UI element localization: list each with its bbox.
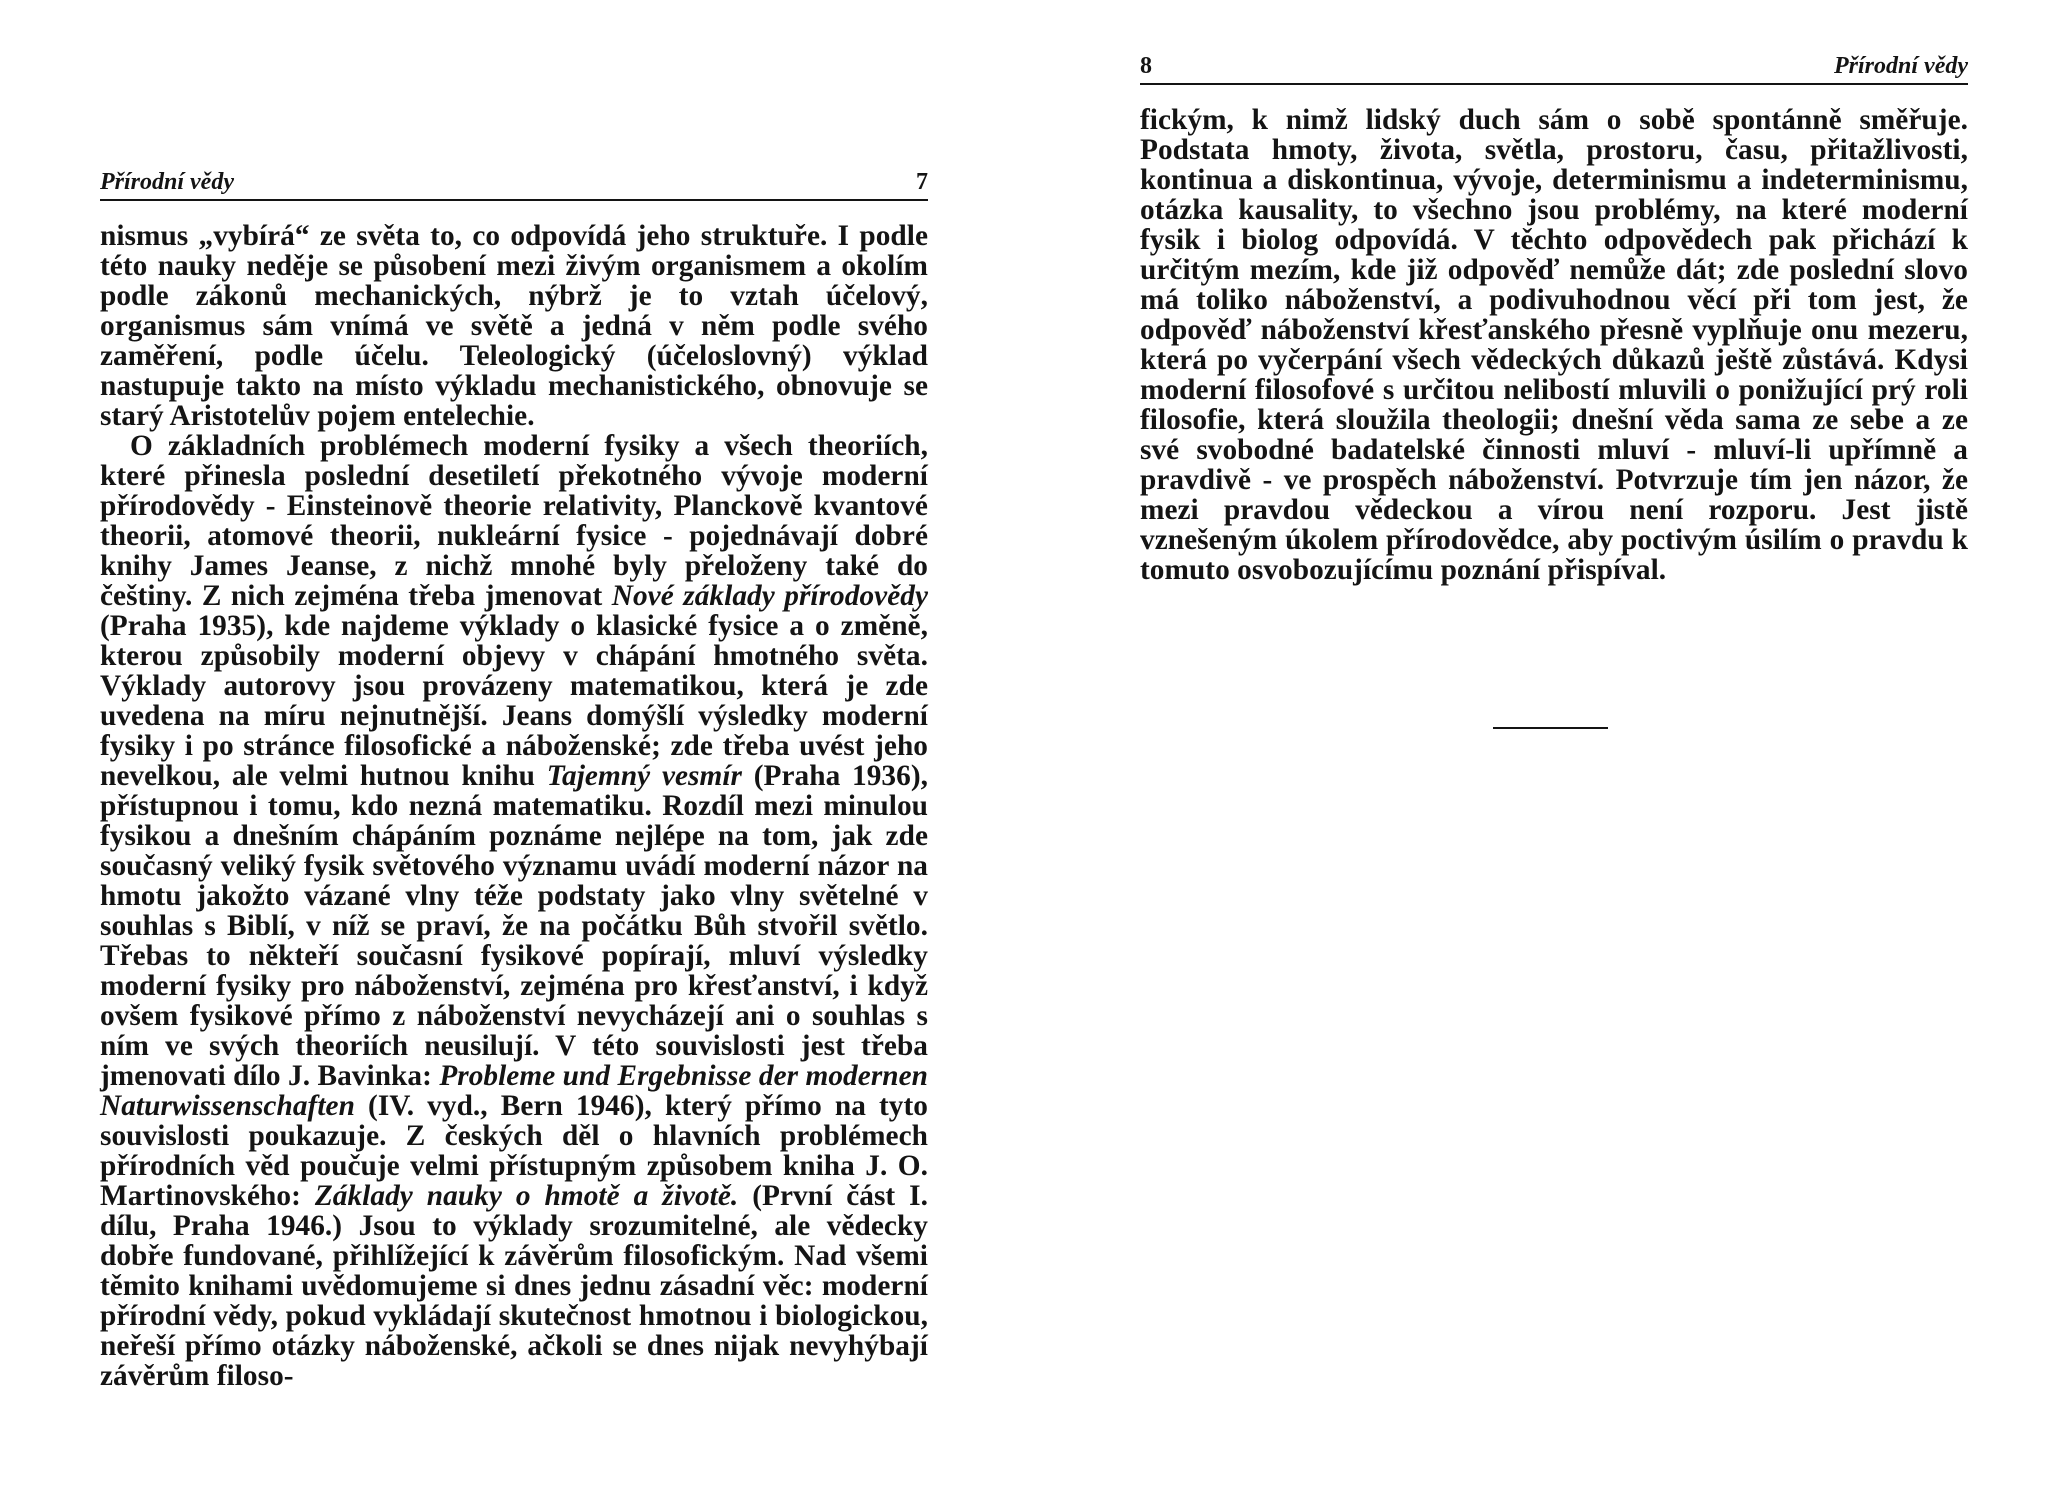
running-title: Přírodní vědy [1834,53,1968,79]
book-title: Základy nauky o hmotě a životě. [314,1180,739,1212]
right-page-header [1140,52,1968,85]
paragraph: nismus „vybírá“ ze světa to, co odpovídá jeho struktuře. I podle této nauky neděje se působení mezi živým organismem a okolím podle zákonů mechanických, nýbrž je to vztah účelový, organismus sám vnímá ve světě a jedná v něm podle svého zaměření, podle účelu. Teleologický (účeloslovný) výklad nastupuje takto na místo výkladu mechanistického, obnovuje se starý Aristotelův pojem entelechie. [100,220,928,432]
section-end-rule [1493,727,1608,729]
text-run: (První část I. dílu, Praha 1946.) Jsou to výklady srozumitelné, ale vědecky dobře fundované, přihlížející k závěrům filosofickým. Nad všemi těmito knihami uvědomujeme si dnes jednu zásadní věc: moderní přírodní vědy, pokud vykládají skutečnost hmotnou i biologickou, neřeší přímo otázky náboženské, ačkoli se dnes nijak nevyhýbají závěrům filoso- [100,1180,928,1392]
right-page [1140,52,1968,585]
running-title: Přírodní vědy [100,169,234,195]
book-title: Probleme und Ergebnisse der modernen Naturwissenschaften [100,1060,929,1122]
page-number: 8 [1140,53,1152,79]
page-number: 7 [916,169,928,195]
book-title: Nové základy přírodovědy [611,580,928,612]
text-run: (IV. vyd., Bern 1946), který přímo na tyto souvislosti poukazuje. Z českých děl o hlavních problémech přírodních věd poučuje velmi přístupným způsobem kniha J. O. Martinovského: [100,1090,929,1212]
book-title: Tajemný vesmír [546,760,742,792]
left-page-header [100,168,928,201]
right-page-body [1140,105,1968,585]
text-run: (Praha 1935), kde najdeme výklady o klasické fysice a o změně, kterou způsobily moderní objevy v chápání hmotného světa. Výklady autorovy jsou provázeny matematikou, která je zde uvedena na míru nejnutnější. Jeans domýšlí výsledky moderní fysiky i po stránce filosofické a náboženské; zde třeba uvést jeho nevelkou, ale velmi hutnou knihu [100,610,928,792]
left-page [100,168,928,1391]
left-page-body [100,221,928,1391]
paragraph [100,431,928,1391]
text-run: O základních problémech moderní fysiky a všech theoriích, které přinesla poslední desetiletí překotného vývoje moderní přírodovědy - Einsteinově theorie relativity, Planckově kvantové theorii, atomové theorii, nukleární fysice - pojednávají dobré knihy James Jeanse, z nichž mnohé byly přeloženy také do češtiny. Z nich zejména třeba jmenovat [100,430,928,612]
text-run: (Praha 1936), přístupnou i tomu, kdo nezná matematiku. Rozdíl mezi minulou fysikou a dnešním chápáním poznáme nejlépe na tom, jak zde současný veliký fysik světového významu uvádí moderní názor na hmotu jakožto vázané vlny téže podstaty jako vlny světelné v souhlas s Biblí, v níž se praví, že na počátku Bůh stvořil světlo. Třebas to někteří současní fysikové popírají, mluví výsledky moderní fysiky pro náboženství, zejména pro křesťanství, i když ovšem fysikové přímo z náboženství nevycházejí ani o souhlas s ním ve svých theoriích neusilují. V této souvislosti jest třeba jmenovati dílo J. Bavinka: [100,760,929,1092]
paragraph: fickým, k nimž lidský duch sám o sobě spontánně směřuje. Podstata hmoty, života, světla, prostoru, času, přitažlivosti, kontinua a diskontinua, vývoje, determinismu a indeterminismu, otázka kausality, to všechno jsou problémy, na které moderní fysik i biolog odpovídá. V těchto odpovědech pak přichází k určitým mezím, kde již odpověď nemůže dát; zde poslední slovo má toliko náboženství, a podivuhodnou věcí při tom jest, že odpověď náboženství křesťanského přesně vyplňuje onu mezeru, která po vyčerpání všech vědeckých důkazů ještě zůstává. Kdysi moderní filosofové s určitou nelibostí mluvili o ponižující prý roli filosofie, která sloužila theologii; dnešní věda sama ze sebe a ze své svobodné badatelské činnosti mluví - mluví-li upřímně a pravdivě - ve prospěch náboženství. Potvrzuje tím jen názor, že mezi pravdou vědeckou a vírou není rozporu. Jest jistě vznešeným úkolem přírodovědce, aby poctivým úsilím o pravdu k tomuto osvobozujícímu poznání přispíval. [1140,104,1968,586]
